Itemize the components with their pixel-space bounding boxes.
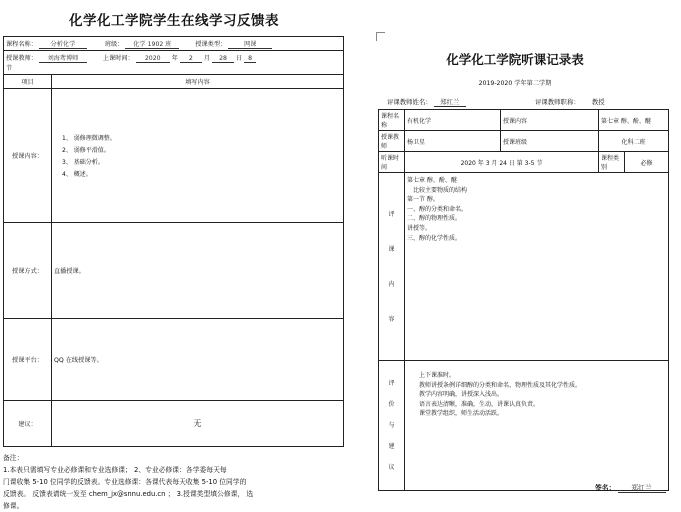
- content-label: 授课内容: [501, 110, 599, 131]
- review-content: [405, 173, 669, 361]
- notes-block: [3, 452, 343, 512]
- evaluator-title: 评课教师职称： 教授: [535, 98, 605, 106]
- lecture-record-table: [378, 109, 669, 491]
- suggest-label: 建议：: [4, 401, 52, 447]
- method-label: 授课方式：: [4, 223, 52, 319]
- review-line: 第一节 醇。: [407, 196, 439, 204]
- time-label: 听课时间: [379, 152, 405, 173]
- evaluation-line: 教师讲授条例详细醇的分类和命名、物理性质及其化学性质。: [419, 381, 582, 389]
- evaluation-line: 教学内容明确，讲授深入浅出。: [419, 391, 504, 399]
- review-line: 一、醇的分类和命名。: [407, 205, 468, 213]
- class-label: 授课班级: [501, 131, 599, 152]
- course-value: 分析化学: [39, 39, 87, 49]
- evaluator-name: 评课教师姓名： 郑红兰: [387, 97, 466, 107]
- lecture-record-form: [365, 32, 681, 512]
- notes-line: 门课收集 5-10 位同学的反馈表。专业选修课：各课代表每天收集 5-10 位同学的: [3, 478, 247, 486]
- time-value: 2020 年 3 月 24 日 第 3-5 节: [405, 152, 599, 173]
- notes-label: 备注：: [3, 454, 24, 462]
- review-line: 三、醇的化学性质。: [407, 234, 462, 242]
- review-line: 讲授等。: [407, 224, 432, 232]
- platform-value: QQ 在线授课等。: [52, 319, 344, 401]
- header-content: 填写内容: [52, 75, 344, 89]
- page-corner-mark: [376, 32, 385, 41]
- list-item: 3、 基础分析。: [62, 159, 104, 166]
- list-item: 1、 弱修理微调整。: [62, 135, 116, 142]
- class-value: 化学 1902 班: [125, 39, 179, 49]
- content-label: 授课内容：: [4, 89, 52, 223]
- evaluation-content: [405, 361, 669, 491]
- category-label: 课程类别: [599, 152, 625, 173]
- review-label: 评 课 内 容: [379, 173, 405, 361]
- suggest-value: 无: [52, 401, 344, 447]
- evaluation-line: 课堂教学组织，师生活动活跃。: [419, 410, 504, 418]
- notes-line: 反馈表。 反馈表请统一发至 chem_jx@snnu.edu.cn ； 3.授课类型填公修课， 选: [3, 490, 254, 498]
- teacher-label: 授课教师: [379, 131, 405, 152]
- evaluation-line: 语言表达清晰，准确，生动，讲课认真负责。: [419, 400, 540, 408]
- course-label: 课程名称: [379, 110, 405, 131]
- lecture-record-title: 化学化工学院听课记录表: [446, 52, 584, 67]
- category-value: 必修: [625, 152, 669, 173]
- platform-label: 授课平台：: [4, 319, 52, 401]
- review-line: 二、醇的物理性质。: [407, 215, 462, 223]
- evaluation-line: 上下课准时。: [419, 372, 456, 379]
- teacher-value: 杨卫星: [405, 131, 501, 152]
- semester-subtitle: 2019-2020 学年第二学期: [478, 80, 552, 87]
- signature: 签名： 郑红兰: [595, 482, 666, 493]
- feedback-table: [3, 36, 344, 447]
- class-value: 化科二班: [599, 131, 669, 152]
- course-info-row: 课程名称： 分析化学 班级： 化学 1902 班 授课类型： 网课: [4, 37, 344, 51]
- feedback-form-title: 化学化工学院学生在线学习反馈表: [69, 13, 279, 29]
- review-line: 比较主要物质的结构: [413, 186, 468, 194]
- notes-line: 1.本表只需填写专业必修课和专业选修课； 2、专业必修课：各学委每天每: [3, 466, 227, 474]
- method-value: 直播授课。: [52, 223, 344, 319]
- type-value: 网课: [228, 39, 272, 49]
- review-line: 第七章 醇、酚、醚: [407, 177, 457, 184]
- header-item: 项目: [4, 75, 52, 89]
- evaluation-label: 评 价 与 建 议: [379, 361, 405, 491]
- list-item: 2、 弱修平滑值。: [62, 147, 110, 154]
- list-item: 4、 概述。: [62, 171, 92, 178]
- content-value: 第七章 醇、酚、醚: [599, 110, 669, 131]
- teacher-time-row: 授课教师： 刘海鸢博师 上课时间： 2020 年 2 月 28 日 8 节: [4, 51, 344, 75]
- signature-value: 郑红兰: [618, 482, 666, 493]
- course-value: 有机化学: [405, 110, 501, 131]
- notes-line: 修课。: [3, 502, 24, 510]
- content-cell: [52, 89, 344, 223]
- teacher-value: 刘海鸢博师: [39, 53, 87, 63]
